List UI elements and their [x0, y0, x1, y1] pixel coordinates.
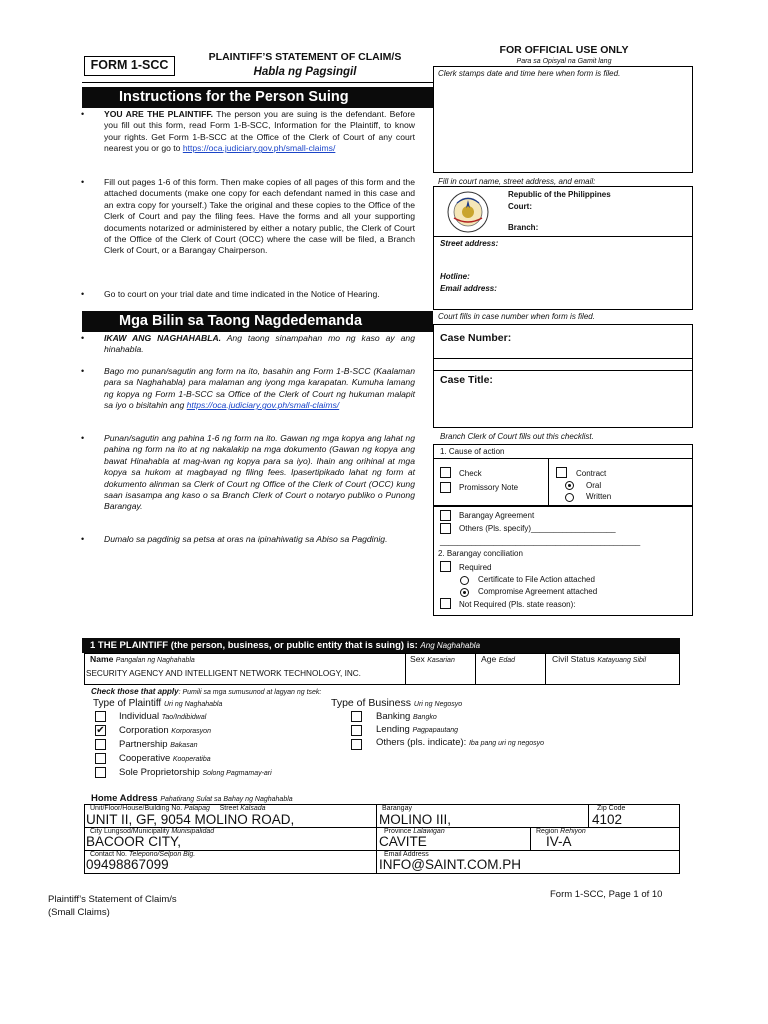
mga-bilin-p4: Dumalo sa pagdinig sa petsa at oras na ipinahiwatig sa Abiso sa Pagdinig. — [104, 534, 388, 544]
age-label-en: Age — [481, 654, 497, 664]
contract-label: Contract — [576, 469, 607, 478]
mga-bilin-p3: Punan/sagutin ang pahina 1-6 ng form na ito. Gawan ng mga kopya ang lahat ng pahina ng form na ito at ng nakalakip na mga dokumento (Gawan ng kopya ang bawat Hinahabla at mag-iwan ng kopya para sa iyo). Ihain ang orihinal at mga kopya sa hukom at magbayad ng filing fees. Ipasertipikado lahat ng form at dokumento alinman sa Clerk of Court ng Office of the Clerk of Court (OCC) kung saan isasampa ang kaso o sa Branch Clerk of Court o notaryo publiko o Punong Barangay. — [104, 433, 415, 512]
name-divider-1 — [405, 653, 406, 685]
addr-col-div-2 — [588, 804, 589, 827]
unit-label-en: Unit/Floor/House/Building No. — [90, 805, 183, 812]
type-plaintiff-heading — [93, 698, 222, 709]
city-field[interactable]: BACOOR CITY, — [86, 834, 182, 849]
sex-label-tl: Kasarian — [427, 657, 455, 664]
bullet-4: • — [81, 333, 85, 343]
plaintiff-section-title-tl: Ang Naghahabla — [420, 641, 481, 650]
corporation-label: Corporation — [119, 725, 169, 736]
small-claims-link-tl[interactable]: https://oca.judiciary.gov.ph/small-claims/ — [186, 400, 340, 411]
hotline-label: Hotline: — [440, 272, 470, 281]
check-checkbox[interactable] — [440, 467, 451, 478]
bullet-2: • — [81, 177, 85, 187]
lending-label: Lending — [376, 724, 410, 735]
supreme-court-seal-icon — [440, 190, 496, 234]
addr-col-div-3 — [530, 827, 531, 850]
sole-proprietorship-checkbox[interactable] — [95, 767, 106, 778]
case-divider-1 — [433, 358, 693, 359]
city-label-en: City Lungsod/Municipality — [90, 828, 170, 835]
contact-label-tl: Telepono/Selpon Blg. — [128, 851, 196, 858]
mga-bilin-p1-bold: IKAW ANG NAGHAHABLA. — [104, 333, 222, 343]
corporation-option — [119, 725, 211, 736]
instructions-p1-bold: YOU ARE THE PLAINTIFF. — [104, 109, 214, 119]
cooperative-label: Cooperative — [119, 753, 171, 764]
court-note: Fill in court name, street address, and email: — [438, 177, 596, 186]
banking-checkbox[interactable] — [351, 711, 362, 722]
others-checkbox[interactable] — [440, 523, 451, 534]
case-number-label: Case Number: — [440, 332, 512, 344]
contact-field[interactable]: 09498867099 — [86, 857, 169, 872]
province-label-en: Province — [384, 828, 412, 835]
instructions-p2: Fill out pages 1-6 of this form. Then make copies of all pages of this form and the attached documents (make one copy for each defendant named in this case and an extra copy for yourself.) Take the original and these copies to the Office of the Clerk of Court and pay the filing fees. Have the forms and all your supporting documents notarized or administered by either a notary public, the Clerk of Court of the Office of the Clerk of Court (OCC) where the case will be filed, a Branch Clerk of Court, or a Barangay Chairperson. — [104, 177, 415, 256]
individual-checkbox[interactable] — [95, 711, 106, 722]
form-subtitle: Habla ng Pagsingil — [253, 66, 357, 78]
others-label: Others (Pls. specify)___________________ — [459, 524, 616, 533]
home-address-heading — [91, 793, 293, 804]
mga-bilin-p1 — [104, 333, 415, 356]
city-label-tl: Munisipalidad — [171, 828, 215, 835]
type-business-tl: Uri ng Negosyo — [413, 701, 463, 708]
name-divider-2 — [475, 653, 476, 685]
type-plaintiff-en: Type of Plaintiff — [93, 698, 162, 709]
check-apply-en: Check those that apply — [91, 687, 179, 696]
name-divider-3 — [545, 653, 546, 685]
province-label-tl: Lalawigan — [413, 828, 445, 835]
age-label-tl: Edad — [498, 657, 516, 664]
instructions-p3: Go to court on your trial date and time indicated in the Notice of Hearing. — [104, 289, 380, 299]
oral-label: Oral — [586, 481, 602, 490]
footer-page-number: Form 1-SCC, Page 1 of 10 — [550, 889, 663, 900]
promissory-checkbox[interactable] — [440, 482, 451, 493]
court-info-divider — [433, 236, 693, 237]
compromise-label: Compromise Agreement attached — [478, 587, 598, 596]
check-apply-note — [91, 687, 321, 696]
promissory-label: Promissory Note — [459, 483, 519, 492]
region-label-en: Region — [536, 828, 559, 835]
cooperative-option — [119, 753, 211, 764]
corporation-checkbox[interactable]: ✔ — [96, 725, 105, 736]
banking-option — [376, 711, 437, 722]
written-radio[interactable] — [565, 493, 574, 502]
addr-col-div-1 — [376, 804, 377, 874]
bullet-1: • — [81, 109, 85, 119]
republic-label: Republic of the Philippines — [508, 190, 611, 199]
unit-street-field[interactable]: UNIT II, GF, 9054 MOLINO ROAD, — [86, 812, 295, 827]
barangay-conciliation-label: 2. Barangay conciliation — [438, 549, 523, 558]
lending-label-tl: Pagpapautang — [412, 727, 458, 734]
home-address-tl: Pahatirang Sulat sa Bahay ng Naghahabla — [160, 796, 293, 803]
barangay-agreement-label: Barangay Agreement — [459, 511, 535, 520]
sole-proprietorship-label-tl: Solong Pagmamay-ari — [202, 770, 272, 777]
name-label-en: Name — [90, 654, 114, 664]
individual-label-tl: Tao/Indibidwal — [161, 714, 207, 721]
type-business-en: Type of Business — [331, 697, 411, 709]
plaintiff-section-header — [82, 638, 680, 653]
plaintiff-section-title: 1 THE PLAINTIFF (the person, business, or public entity that is suing) is: — [90, 640, 418, 651]
street-label-en: Street — [219, 805, 239, 812]
type-plaintiff-tl: Uri ng Naghahabla — [163, 701, 223, 708]
court-email-label: Email address: — [440, 284, 497, 293]
case-divider-2 — [433, 370, 693, 371]
case-title-label: Case Title: — [440, 374, 493, 386]
zip-code-field[interactable]: 4102 — [592, 812, 623, 827]
official-subheading: Para sa Opisyal na Gamit lang — [516, 58, 612, 65]
unit-label — [90, 805, 266, 812]
instructions-header: Instructions for the Person Suing — [82, 87, 433, 108]
type-business-heading — [331, 697, 462, 709]
plaintiff-name-field[interactable]: SECURITY AGENCY AND INTELLIGENT NETWORK TECHNOLOGY, INC. — [86, 669, 361, 678]
civil-status-label-tl: Katayuang Sibil — [597, 657, 647, 664]
checklist-col-divider — [548, 458, 549, 506]
cause-of-action-label: 1. Cause of action — [440, 447, 505, 456]
cooperative-checkbox[interactable] — [95, 753, 106, 764]
instructions-p1-text: The person you are suing is the defendant. Before you fill out this form, read Form 1-B-SCC, Information for the Plaintiff, to know your rights. Get Form 1-B-SCC at the Office of the Clerk of Court of any court nearest you or go to — [104, 109, 415, 154]
corporation-label-tl: Korporasyon — [171, 728, 211, 735]
bullet-5: • — [81, 366, 85, 376]
mga-bilin-p2-text: Bago mo punan/sagutin ang form na ito, basahin ang Form 1-B-SCC (Kaalaman para sa Naghahabla) para malaman ang iyong mga karapatan. Kumuha lamang ng kopya ng Form 1-B-SCC sa Office of the Clerk of Court ng hukuman malapit sa iyo o bisitahin ang — [104, 366, 415, 411]
banking-label-tl: Bangko — [412, 714, 437, 721]
sole-proprietorship-label: Sole Proprietorship — [119, 767, 200, 778]
small-claims-link-en[interactable]: https://oca.judiciary.gov.ph/small-claims/ — [182, 143, 336, 154]
cooperative-label-tl: Kooperatiba — [172, 756, 211, 763]
required-checkbox[interactable] — [440, 561, 451, 572]
form-title: PLAINTIFF’S STATEMENT OF CLAIM/S — [208, 51, 402, 63]
plaintiff-email-field[interactable]: INFO@SAINT.COM.PH — [379, 857, 521, 872]
others-business-option — [376, 737, 544, 748]
instructions-p1 — [104, 109, 415, 155]
contact-label-en: Contact No. — [90, 851, 127, 858]
checklist-note: Branch Clerk of Court fills out this checklist. — [440, 432, 594, 441]
official-heading: FOR OFFICIAL USE ONLY — [499, 44, 629, 56]
clerk-stamp-box[interactable] — [433, 66, 693, 173]
checklist-row-divider — [433, 458, 693, 459]
sex-label — [410, 654, 455, 664]
court-field-label: Court: — [508, 202, 532, 211]
barangay-label: Barangay — [382, 805, 412, 812]
sole-proprietorship-option — [119, 767, 272, 778]
zip-code-label: Zip Code — [597, 805, 626, 812]
street-label-tl: Kalsada — [240, 805, 266, 812]
not-required-label: Not Required (Pls. state reason): — [459, 600, 576, 609]
civil-status-label-en: Civil Status — [552, 654, 595, 664]
lending-option — [376, 724, 458, 735]
individual-label: Individual — [119, 711, 160, 722]
bullet-3: • — [81, 289, 85, 299]
cert-file-radio[interactable] — [460, 576, 469, 585]
others-business-checkbox[interactable] — [351, 739, 362, 750]
check-apply-tl: : Pumili sa mga sumusunod at lagyan ng tsek: — [178, 689, 322, 696]
civil-status-label — [552, 654, 646, 664]
unit-label-tl: Palapag — [184, 805, 210, 812]
mga-bilin-p2 — [104, 366, 415, 412]
oral-radio[interactable] — [565, 481, 574, 490]
check-label: Check — [459, 469, 482, 478]
mga-bilin-header: Mga Bilin sa Taong Nagdedemanda — [82, 311, 433, 332]
barangay-field[interactable]: MOLINO III, — [379, 812, 452, 827]
individual-option — [119, 711, 206, 722]
plaintiff-email-label: Email Address — [384, 851, 429, 858]
mga-bilin-p1-text: Ang taong sinampahan mo ng kaso ay ang hinahabla. — [104, 333, 415, 355]
form-code: FORM 1-SCC — [84, 56, 175, 76]
clerk-stamp-note: Clerk stamps date and time here when form is filed. — [438, 69, 621, 78]
others-business-label-tl: Iba pang uri ng negosyo — [468, 740, 545, 747]
name-label — [90, 654, 195, 664]
province-field[interactable]: CAVITE — [379, 834, 427, 849]
name-label-tl: Pangalan ng Naghahabla — [115, 657, 195, 664]
partnership-option — [119, 739, 197, 750]
others-business-label: Others (pls. indicate): — [376, 737, 467, 748]
age-label — [481, 654, 515, 664]
required-label: Required — [459, 563, 492, 572]
others-line: _____________________________________________ — [440, 537, 641, 546]
header-rule — [82, 82, 434, 83]
compromise-radio[interactable] — [460, 588, 469, 597]
case-number-note: Court fills in case number when form is filed. — [438, 312, 595, 321]
region-label-tl: Rehiyon — [560, 828, 586, 835]
sex-label-en: Sex — [410, 654, 425, 664]
region-field[interactable]: IV-A — [546, 834, 572, 849]
cert-file-label: Certificate to File Action attached — [478, 575, 595, 584]
lending-checkbox[interactable] — [351, 725, 362, 736]
partnership-label-tl: Bakasan — [170, 742, 198, 749]
partnership-checkbox[interactable] — [95, 739, 106, 750]
home-address-en: Home Address — [91, 793, 158, 804]
barangay-agreement-checkbox[interactable] — [440, 510, 451, 521]
street-address-label: Street address: — [440, 239, 499, 248]
footer-left-title: Plaintiff’s Statement of Claim/s — [48, 894, 177, 905]
footer-left-subtitle: (Small Claims) — [48, 907, 110, 918]
contract-checkbox[interactable] — [556, 467, 567, 478]
banking-label: Banking — [376, 711, 411, 722]
bullet-6: • — [81, 433, 85, 443]
partnership-label: Partnership — [119, 739, 168, 750]
written-label: Written — [586, 492, 612, 501]
branch-field-label: Branch: — [508, 223, 539, 232]
bullet-7: • — [81, 534, 85, 544]
not-required-checkbox[interactable] — [440, 598, 451, 609]
